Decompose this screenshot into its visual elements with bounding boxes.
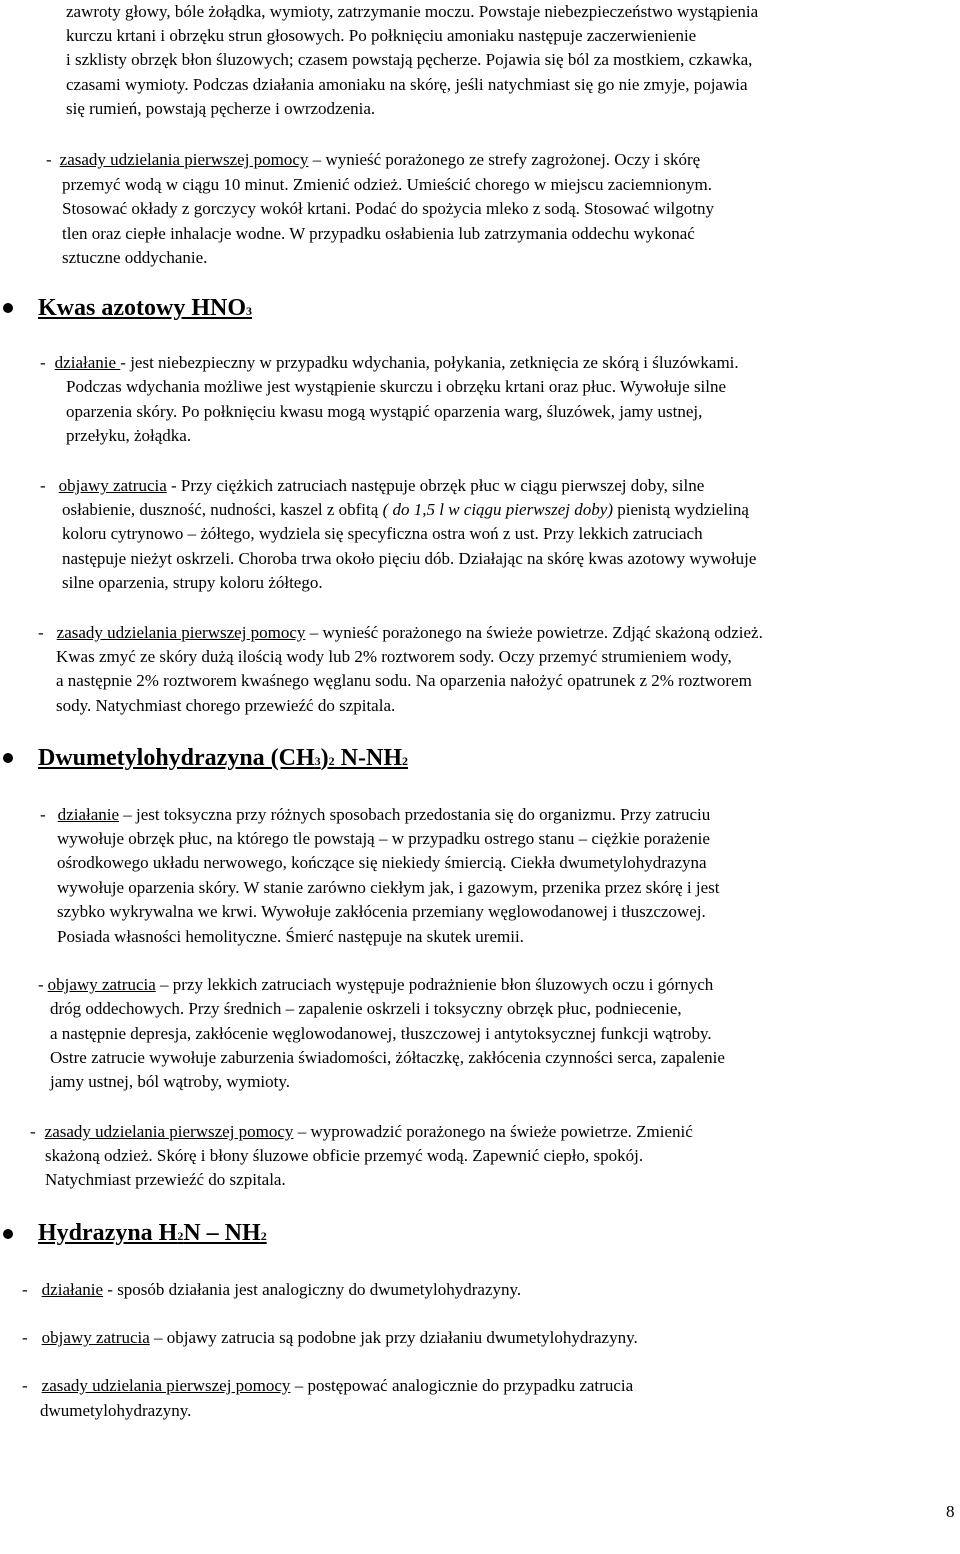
symptoms-text: - Przy ciężkich zatruciach następuje obrzęk płuc w ciągu pierwszej doby, silne [166,476,705,495]
hydrazine-symptoms-line [22,1326,638,1349]
hno3-action-line-2: Podczas wdychania możliwe jest wystąpienie skurczu i obrzęku krtani oraz płuc. Wywołuje silne [66,377,727,396]
action-text: - sposób działania jest analogiczny do dwumetylohydrazyny. [103,1280,522,1299]
symptoms-text: – objawy zatrucia są podobne jak przy działaniu dwumetylohydrazyny. [149,1328,638,1347]
action-label: działanie [57,805,120,824]
udmh-action-line-4: wywołuje oparzenia skóry. W stanie zarówno ciekłym jak, i gazowym, przenika przez skórę i jest [57,878,720,897]
hno3-symptoms-line-5: silne oparzenia, strupy koloru żółtego. [62,573,323,592]
dash: - [38,623,44,642]
bullet-icon [3,753,13,763]
hydrazine-action-line [22,1278,521,1301]
hno3-symptoms-line-3: koloru cytrynowo – żółtego, wydziela się specyficzna ostra woń z ust. Przy lekkich zatruciach [62,524,703,543]
ammonia-first-aid-line-3: Stosować okłady z gorczycy wokół krtani. Podać do spożycia mleko z sodą. Stosować wilgotny [62,199,715,218]
dash: - [22,1328,28,1347]
hno3-symptoms-line-2: osłabienie, duszność, nudności, kaszel z obfitą ( do 1,5 l w ciągu pierwszej doby) pienistą wydzieliną [62,500,749,519]
italic-note: ( do 1,5 l w ciągu pierwszej doby) [382,500,613,519]
dash: - [40,353,46,372]
hno3-action-line-3: oparzenia skóry. Po połknięciu kwasu mogą wystąpić oparzenia warg, śluzówek, jamy ustnej, [66,402,703,421]
symptoms-label: objawy zatrucia [47,975,156,994]
dash: - [22,1376,28,1395]
hno3-first-aid-line-4: sody. Natychmiast chorego przewieźć do szpitala. [56,696,396,715]
symptoms-label: objawy zatrucia [58,476,167,495]
bullet-icon [3,1229,13,1239]
hydrazine-first-aid-line-2: dwumetylohydrazyny. [40,1401,192,1420]
udmh-first-aid-line-1 [30,1120,693,1143]
hno3-first-aid-line-2: Kwas zmyć ze skóry dużą ilością wody lub 2% roztworem sody. Oczy przemyć strumieniem wody, [56,647,732,666]
udmh-symptoms-line-3: a następnie depresja, zakłócenie węglowodanowej, tłuszczowej i antytoksycznej funkcji wątroby. [50,1024,712,1043]
dash: - [38,975,44,994]
action-label: działanie [41,1280,104,1299]
ammonia-first-aid-line-1 [46,148,700,171]
symptoms-text: – przy lekkich zatruciach występuje podrażnienie błon śluzowych oczu i górnych [155,975,714,994]
section-heading-udmh: Dwumetylohydrazyna (CH3)2 N-NH2 [38,745,408,771]
action-text: – jest toksyczna przy różnych sposobach przedostania się do organizmu. Przy zatruciu [119,805,711,824]
dash: - [30,1122,36,1141]
hno3-symptoms-line-4: następuje nieżyt oskrzeli. Choroba trwa około pięciu dób. Działając na skórę kwas azotowy wywołuje [62,549,757,568]
udmh-symptoms-line-1 [38,973,713,996]
section-heading-hydrazine: Hydrazyna H2N – NH2 [38,1220,267,1246]
udmh-symptoms-line-4: Ostre zatrucie wywołuje zaburzenia świadomości, żółtaczkę, zakłócenia czynności serca, zapalenie [50,1048,725,1067]
first-aid-label: zasady udzielania pierwszej pomocy [56,623,306,642]
udmh-action-line-3: ośrodkowego układu nerwowego, kończące się niekiedy śmiercią. Ciekła dwumetylohydrazyna [57,853,707,872]
udmh-symptoms-line-5: jamy ustnej, ból wątroby, wymioty. [50,1072,291,1091]
hno3-action-line-1 [40,351,739,374]
symptoms-label: objawy zatrucia [41,1328,150,1347]
udmh-symptoms-line-2: dróg oddechowych. Przy średnich – zapalenie oskrzeli i toksyczny obrzęk płuc, podniecenie, [50,999,682,1018]
ammonia-effects-line-1: zawroty głowy, bóle żołądka, wymioty, zatrzymanie moczu. Powstaje niebezpieczeństwo wystąpienia [66,2,759,21]
ammonia-effects-line-3: i szklisty obrzęk błon śluzowych; czasem powstają pęcherze. Pojawia się ból za mostkiem, czkawka, [66,50,753,69]
hno3-action-line-4: przełyku, żołądka. [66,426,192,445]
dash: - [22,1280,28,1299]
udmh-first-aid-line-2: skażoną odzież. Skórę i błony śluzowe obficie przemyć wodą. Zapewnić ciepło, spokój. [45,1146,644,1165]
udmh-action-line-2: wywołuje obrzęk płuc, na którego tle powstają – w przypadku ostrego stanu – ciężkie porażenie [57,829,710,848]
dash: - [40,476,46,495]
page-number: 8 [946,1502,955,1521]
ammonia-effects-line-2: kurczu krtani i obrzęku strun głosowych. Po połknięciu amoniaku następuje zaczerwienienie [66,26,697,45]
ammonia-first-aid-line-4: tlen oraz ciepłe inhalacje wodne. W przypadku osłabienia lub zatrzymania oddechu wykonać [62,224,695,243]
dash: - [46,150,52,169]
first-aid-label: zasady udzielania pierwszej pomocy [44,1122,294,1141]
hno3-first-aid-line-1 [38,621,763,644]
ammonia-effects-line-5: się rumień, powstają pęcherze i owrzodzenia. [66,99,376,118]
udmh-action-line-6: Posiada własności hemolityczne. Śmierć następuje na skutek uremii. [57,927,524,946]
action-text: - jest niebezpieczny w przypadku wdychania, połykania, zetknięcia ze skórą i śluzówkami. [120,353,739,372]
hno3-first-aid-line-3: a następnie 2% roztworem kwaśnego węglanu sodu. Na oparzenia nałożyć opatrunek z 2% roztworem [56,671,752,690]
udmh-action-line-5: szybko wykrywalna we krwi. Wywołuje zakłócenia przemiany węglowodanowej i tłuszczowej. [57,902,706,921]
udmh-first-aid-line-3: Natychmiast przewieźć do szpitala. [45,1170,286,1189]
action-label: działanie [54,353,121,372]
hydrazine-first-aid-line-1 [22,1374,633,1397]
hno3-symptoms-line-1 [40,474,704,497]
first-aid-label: zasady udzielania pierwszej pomocy [41,1376,291,1395]
section-heading-hno3: Kwas azotowy HNO3 [38,295,252,321]
bullet-icon [3,303,13,313]
udmh-action-line-1 [40,803,710,826]
dash: - [40,805,46,824]
first-aid-text: – wynieść porażonego ze strefy zagrożonej. Oczy i skórę [308,150,701,169]
first-aid-text: – wyprowadzić porażonego na świeże powietrze. Zmienić [293,1122,693,1141]
first-aid-text: – postępować analogicznie do przypadku zatrucia [290,1376,634,1395]
ammonia-effects-line-4: czasami wymioty. Podczas działania amoniaku na skórę, jeśli natychmiast się go nie zmyje, pojawia [66,75,748,94]
ammonia-first-aid-line-5: sztuczne oddychanie. [62,248,208,267]
ammonia-first-aid-line-2: przemyć wodą w ciągu 10 minut. Zmienić odzież. Umieścić chorego w miejscu zaciemnionym. [62,175,713,194]
first-aid-label: zasady udzielania pierwszej pomocy [59,150,309,169]
first-aid-text: – wynieść porażonego na świeże powietrze. Zdjąć skażoną odzież. [305,623,763,642]
